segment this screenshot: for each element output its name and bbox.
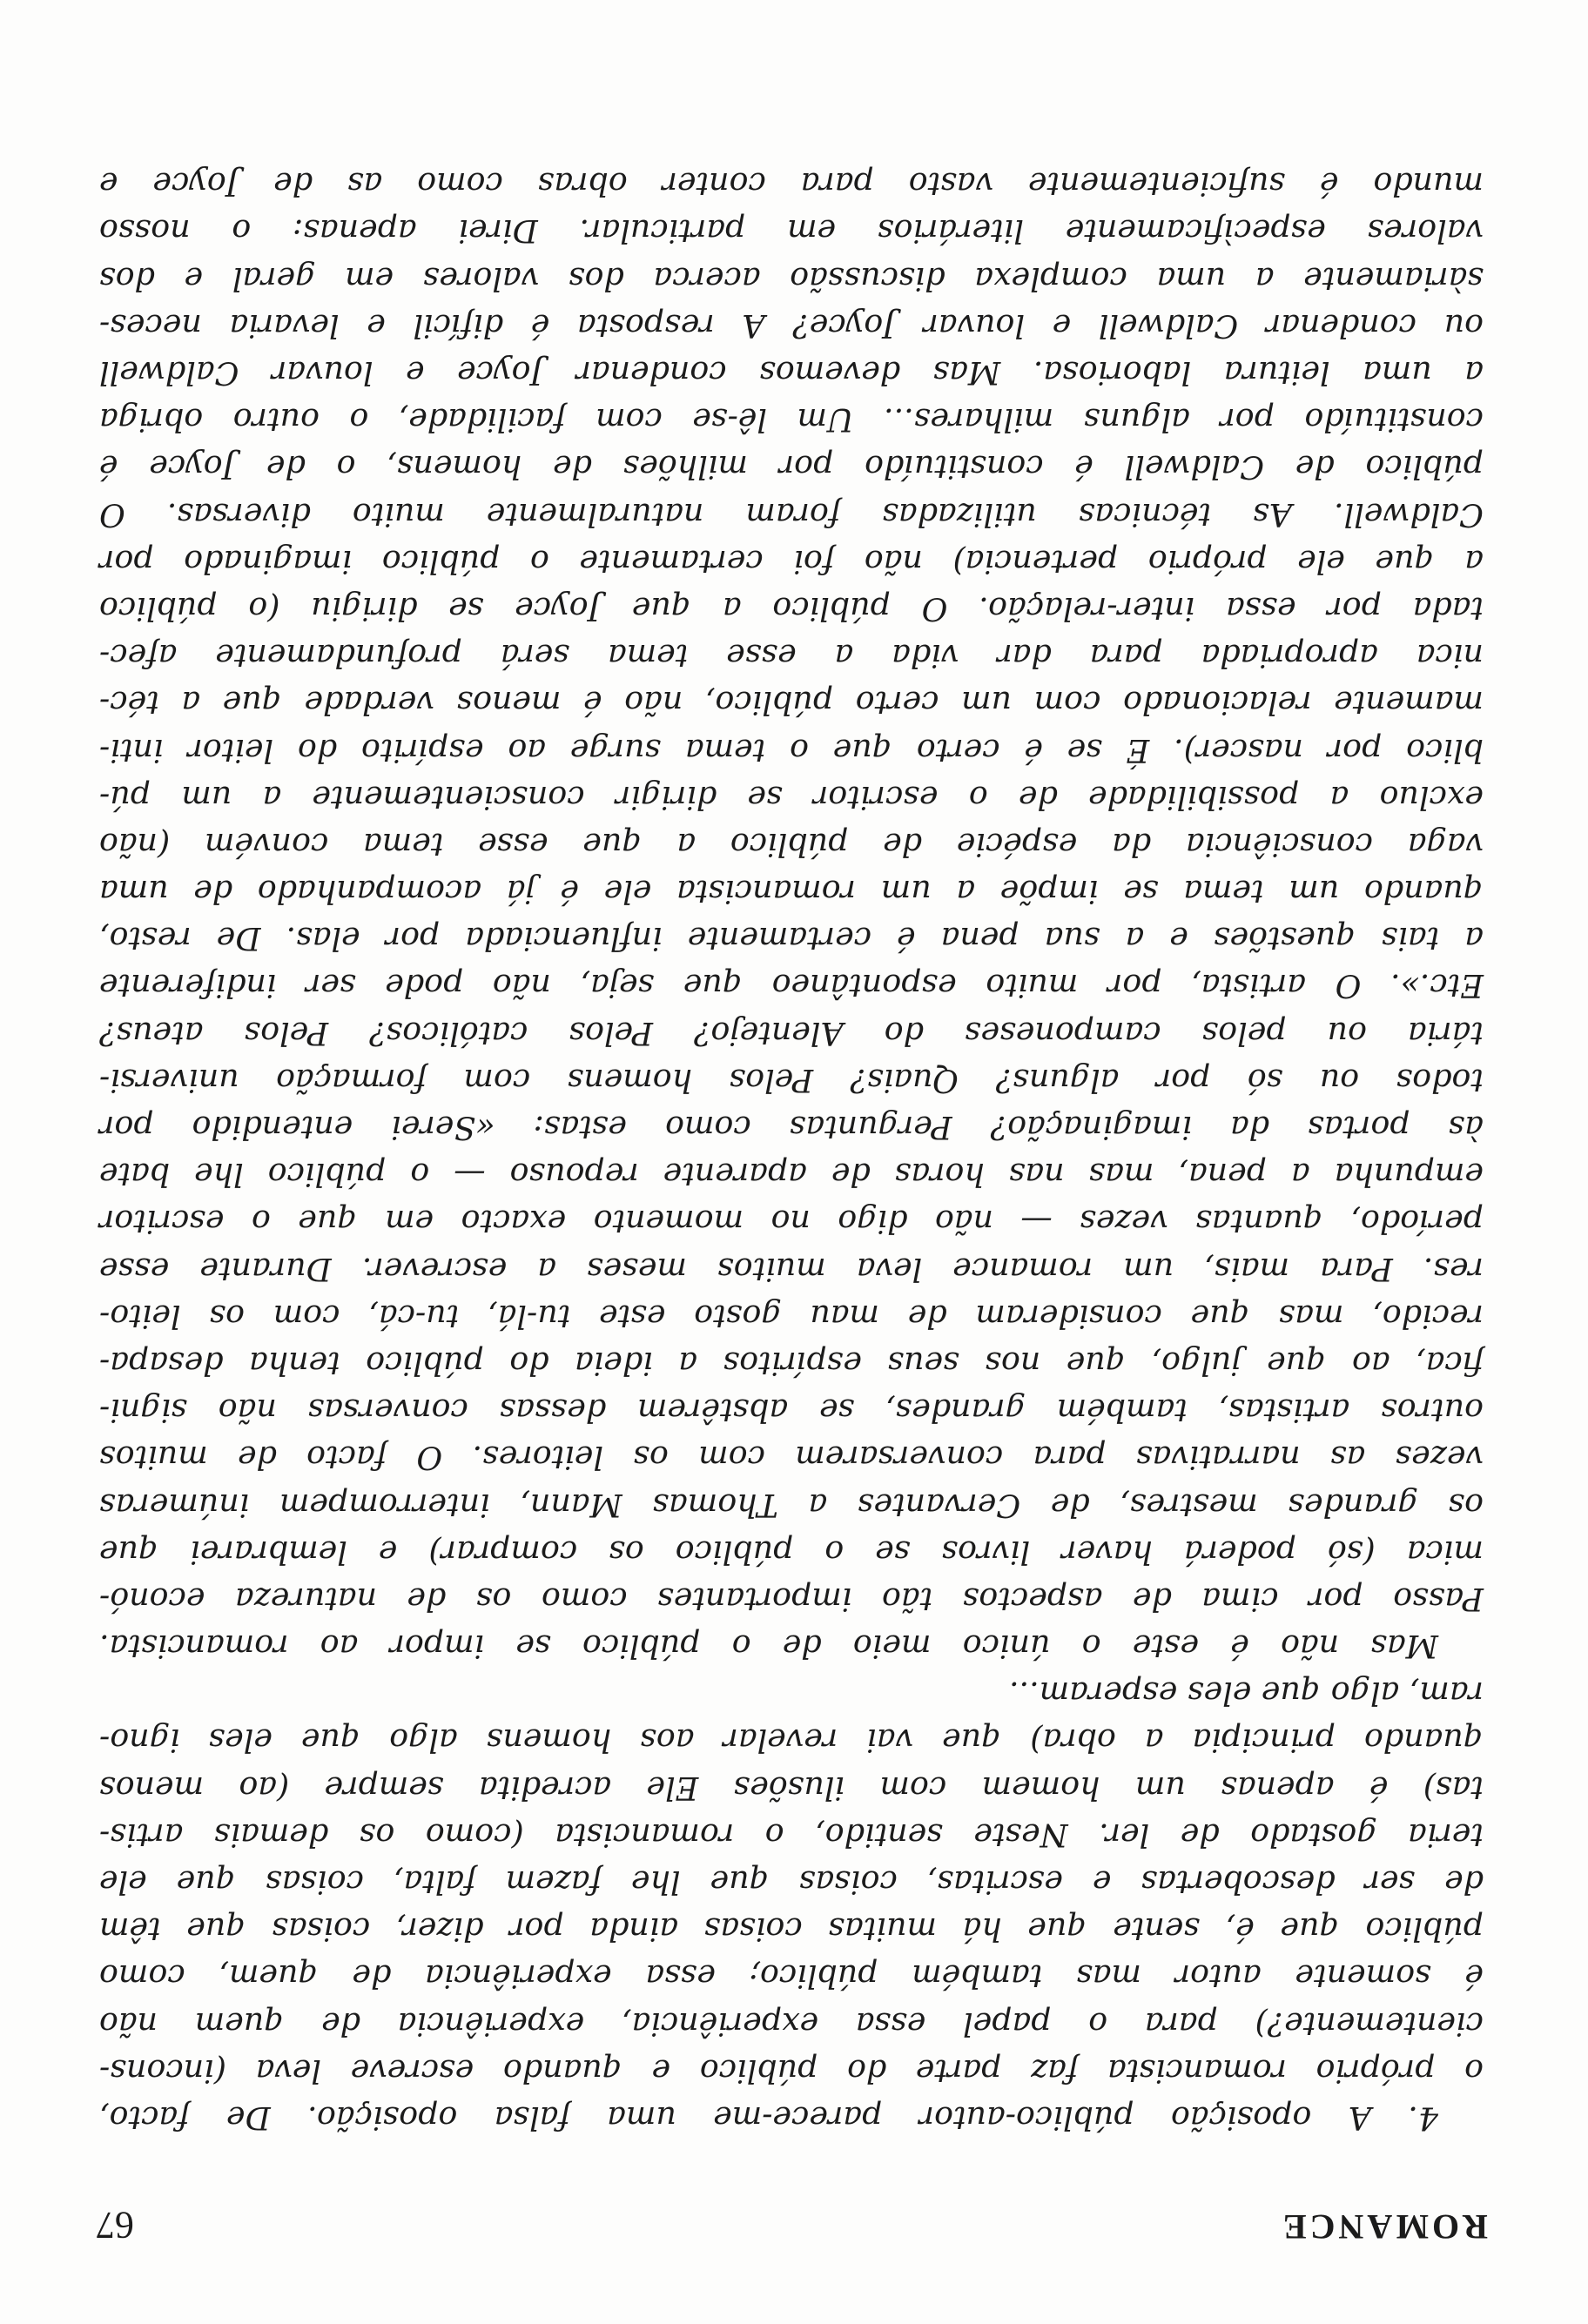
text-line: mundo é suficientemente vasto para conter obras como as de Joyce e xyxy=(99,165,1484,204)
running-head xyxy=(96,2195,1488,2247)
text-line: recido, mas que consideram de mau gosto este tu-lá, tu-cá, com os leito- xyxy=(99,1297,1484,1335)
text-line: cientemente?) para o papel essa experiência, experiência de quem não xyxy=(99,2005,1484,2043)
text-line: empunha a pena, mas nas horas de aparente repouso — o público lhe bate xyxy=(99,1156,1484,1194)
text-line: outros artistas, também grandes, se abstêrem dessas conversas não signi- xyxy=(99,1392,1484,1430)
body-text xyxy=(99,160,1484,2141)
text-line: excluo a possibilidade de o escritor se dirigir conscientemente a um pú- xyxy=(99,778,1484,816)
text-line: mamente relacionado com um certo público, não é menos verdade que a téc- xyxy=(99,684,1484,722)
page-number: 67 xyxy=(96,2204,134,2247)
text-line: a uma leitura laboriosa. Mas devemos condenar Joyce e louvar Caldwell xyxy=(99,354,1484,393)
text-line: teria gostado de ler. Neste sentido, o romancista (como os demais artis- xyxy=(99,1816,1484,1854)
text-line: mica (só poderá haver livros se o público os comprar) e lembrarei que xyxy=(99,1533,1484,1571)
text-line: ou condenar Caldwell e louvar Joyce? A resposta é difícil e levaria neces- xyxy=(99,306,1484,345)
text-line: público que é, sente que há muitas coisas ainda por dizer, coisas que têm xyxy=(99,1911,1484,1949)
text-line: nica apropriada para dar vida a esse tema será profundamente afec- xyxy=(99,637,1484,675)
text-line: Mas não é este o único meio de o público se impor ao romancista. xyxy=(99,1628,1438,1666)
text-line: todos ou só por alguns? Quais? Pelos homens com formação universi- xyxy=(99,1061,1484,1099)
text-line: período, quantas vezes — não digo no momento exacto em que o escritor xyxy=(99,1203,1484,1241)
text-line: blico por nascer). É se é certo que o tema surge ao espírito do leitor inti- xyxy=(99,731,1484,769)
text-line: o próprio romancista faz parte do público e quando escreve leva (incons- xyxy=(99,2052,1484,2090)
text-line: Passo por cima de aspectos tão importantes como os de natureza econó- xyxy=(99,1580,1484,1618)
text-line: os grandes mestres, de Cervantes a Thomas Mann, interrompem inúmeras xyxy=(99,1486,1484,1524)
text-line: tária ou pelos camponeses do Alentejo? Pelos católicos? Pelos ateus? xyxy=(99,1014,1484,1052)
text-line: res. Para mais, um romance leva muitos meses a escrever. Durante esse xyxy=(99,1250,1484,1288)
text-line: vezes as narrativas para conversarem com os leitores. O facto de muitos xyxy=(99,1439,1484,1477)
text-line: constituído por alguns milhares... Um lê-se com facilidade, o outro obriga xyxy=(99,401,1484,440)
text-line: público de Caldwell é constituído por milhões de homens, o de Joyce é xyxy=(99,448,1484,487)
text-line: quando principia a obra) que vai revelar aos homens algo que eles igno- xyxy=(99,1722,1484,1760)
text-line: ram, algo que eles esperam... xyxy=(1009,1675,1484,1713)
text-line: tada por essa inter-relação. O público a que Joyce se dirigiu (o público xyxy=(99,590,1484,628)
running-head-title: ROMANCE xyxy=(1279,2207,1488,2247)
text-line: de ser descobertas e escritas, coisas que lhe fazem falta, coisas que ele xyxy=(99,1864,1484,1902)
text-line: Etc.». O artista, por muito espontâneo que seja, não pode ser indiferente xyxy=(99,967,1484,1005)
text-line: valores especìficamente literários em particular. Direi apenas: o nosso xyxy=(99,212,1484,251)
text-line: é somente autor mas também público; essa experiência de quem, como xyxy=(99,1958,1484,1996)
text-line: a tais questões e a sua pena é certamente influenciada por elas. De resto, xyxy=(99,920,1484,958)
text-line: Caldwell. As técnicas utilizadas foram naturalmente muito diversas. O xyxy=(99,495,1484,534)
text-line: tas) é apenas um homem com ilusões Ele acredita sempre (ao menos xyxy=(99,1769,1484,1807)
text-line: vaga consciência da espécie de público a que esse tema convém (não xyxy=(99,825,1484,863)
text-line: às portas da imaginação? Perguntas como estas: «Serei entendido por xyxy=(99,1109,1484,1147)
text-line: fica, ao que julgo, que nos seus espíritos a ideia do público tenha desapa- xyxy=(99,1345,1484,1382)
text-line: quando um tema se impõe a um romancista ele é já acompanhado de uma xyxy=(99,873,1484,911)
text-line: sàriamente a uma complexa discussão acerca dos valores em geral e dos xyxy=(99,259,1484,298)
text-line: 4. A oposição público-autor parece-me uma falsa oposição. De facto, xyxy=(99,2099,1438,2137)
text-line: a que ele próprio pertencia) não foi certamente o público imaginado por xyxy=(99,542,1484,581)
